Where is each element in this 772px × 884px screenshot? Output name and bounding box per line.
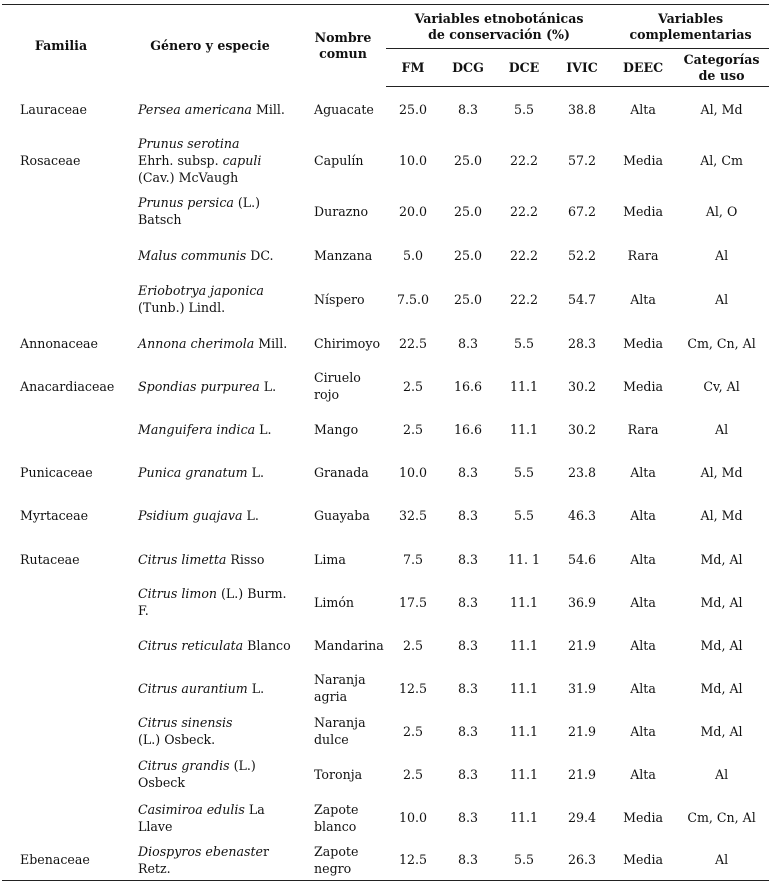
nombre-line2: blanco (314, 818, 357, 834)
species-table (2, 4, 769, 881)
table-row (2, 132, 769, 189)
header-group-etno-line2: de conservación (%) (428, 26, 570, 42)
nombre-line2: negro (314, 860, 352, 876)
nombre-line1: Chirimoyo (314, 335, 381, 351)
cell-categorias: Al (714, 291, 729, 307)
species-author: (L.) Burm. F. (138, 586, 287, 618)
table-row (2, 408, 769, 451)
cell-especie (120, 189, 300, 234)
cell-deec: Alta (630, 723, 656, 739)
header-fm: FM (386, 49, 440, 87)
cell-categorias: Al, Cm (700, 152, 743, 168)
nombre-line2: agria (314, 689, 348, 704)
cell-fm: 2.5 (402, 723, 424, 739)
cell-familia: Ebenaceae (2, 840, 120, 881)
cell-nombre (300, 132, 386, 189)
cell-familia: Anacardiaceae (20, 378, 115, 394)
species-name-italic: Citrus limon (138, 586, 218, 601)
cell-dcg: 16.6 (453, 421, 483, 437)
cell-fm: 2.5 (402, 637, 424, 653)
species-author: L. (242, 508, 259, 523)
cell-dcg: 8.3 (457, 335, 479, 351)
nombre-line1: Ciruelo rojo (314, 370, 361, 402)
cell-especie (120, 494, 300, 538)
cell-dcg: 8.3 (457, 766, 479, 782)
cell-dce: 11. 1 (507, 551, 541, 567)
cell-dce: 11.1 (509, 680, 539, 696)
header-cat-line1: Categorías (683, 51, 760, 67)
cell-categorias: Md, Al (700, 723, 743, 739)
cell-deec: Alta (630, 291, 656, 307)
cell-categorias: Al, O (705, 203, 738, 219)
cell-nombre (300, 667, 386, 710)
cell-dce: 22.2 (509, 152, 539, 168)
species-name-italic: Punica granatum (138, 464, 248, 480)
cell-ivic: 67.2 (568, 203, 597, 219)
cell-categorias: Al (674, 840, 769, 881)
species-name-italic: Citrus reticulata (138, 637, 244, 653)
cell-familia (2, 753, 120, 796)
nombre-line1: Lima (314, 551, 346, 567)
cell-categorias: Md, Al (700, 551, 743, 567)
header-nombre-line2: comun (319, 45, 367, 61)
cell-ivic: 46.3 (568, 508, 597, 523)
cell-categorias: Al, Md (700, 508, 743, 523)
cell-dce: 5.5 (513, 508, 535, 523)
cell-ivic: 30.2 (568, 421, 597, 437)
table-row (2, 365, 769, 408)
nombre-line1: Naranja (314, 715, 366, 730)
cell-especie (120, 87, 300, 132)
cell-dce: 22.2 (509, 291, 539, 307)
cell-ivic: 26.3 (552, 840, 612, 881)
cell-especie (120, 667, 300, 710)
header-dce: DCE (496, 49, 552, 87)
species-author: (L.) Osbeck (138, 758, 256, 790)
species-line2: (Tunb.) Lindl. (138, 300, 226, 315)
header-deec: DEEC (612, 49, 674, 87)
table-row (2, 277, 769, 322)
cell-nombre (300, 234, 386, 277)
cell-familia (2, 796, 120, 840)
cell-deec: Media (623, 152, 664, 168)
cell-categorias: Al (714, 766, 729, 782)
nombre-line1: Limón (314, 594, 355, 610)
species-subsp-italic: capuli (222, 152, 262, 168)
header-group-complementarias (612, 5, 769, 49)
cell-deec: Alta (630, 464, 656, 480)
nombre-line1: Guayaba (314, 508, 370, 523)
cell-dce: 11.1 (509, 723, 539, 739)
cell-nombre (300, 408, 386, 451)
cell-especie (120, 624, 300, 667)
cell-dcg: 8.3 (457, 551, 479, 567)
cell-dce: 5.5 (513, 464, 535, 480)
cell-deec: Alta (630, 508, 656, 523)
cell-fm: 7.5 (402, 551, 424, 567)
cell-familia: Myrtaceae (20, 508, 89, 523)
cell-deec: Alta (630, 551, 656, 567)
species-name-italic: Citrus limetta (138, 551, 227, 567)
cell-dcg: 8.3 (440, 840, 496, 881)
cell-fm: 5.0 (402, 247, 424, 263)
table-row (2, 451, 769, 494)
cell-especie (120, 451, 300, 494)
cell-categorias: Al (714, 247, 729, 263)
cell-nombre (300, 322, 386, 365)
cell-ivic: 38.8 (568, 101, 597, 117)
species-author: L. (247, 680, 265, 696)
cell-fm: 2.5 (402, 766, 424, 782)
cell-nombre (300, 365, 386, 408)
cell-categorias: Al, Md (700, 101, 743, 117)
cell-deec: Media (623, 378, 664, 394)
header-familia: Familia (2, 5, 120, 87)
cell-ivic: 31.9 (568, 680, 597, 696)
nombre-line2: dulce (314, 732, 349, 747)
cell-deec: Alta (630, 594, 656, 610)
header-genero-especie: Género y especie (120, 5, 300, 87)
cell-familia (2, 408, 120, 451)
cell-deec: Alta (630, 680, 656, 696)
species-name-italic: Prunus serotina (138, 135, 240, 151)
cell-ivic: 57.2 (568, 152, 597, 168)
cell-categorias: Md, Al (700, 594, 743, 610)
cell-ivic: 23.8 (568, 464, 597, 480)
cell-dcg: 8.3 (457, 637, 479, 653)
cell-especie (120, 365, 300, 408)
cell-fm: 12.5 (398, 680, 428, 696)
cell-categorias: Md, Al (700, 637, 743, 653)
cell-dce: 11.1 (509, 594, 539, 610)
header-group-etnobotanicas (386, 5, 612, 49)
nombre-line1: Mango (314, 421, 359, 437)
nombre-line1: Zapote (314, 801, 359, 817)
species-name-italic: Psidium guajava (138, 508, 243, 523)
species-author: DC. (246, 247, 274, 263)
table-row (2, 538, 769, 581)
nombre-line1: Naranja (314, 672, 366, 687)
cell-dcg: 16.6 (453, 378, 483, 394)
species-name-italic: Citrus sinensis (138, 715, 233, 730)
cell-familia (2, 667, 120, 710)
cell-familia: Punicaceae (20, 464, 93, 480)
table-row (2, 189, 769, 234)
species-author: L. (255, 421, 272, 437)
cell-categorias: Al (714, 421, 729, 437)
cell-fm: 10.0 (398, 810, 428, 825)
cell-dcg: 8.3 (457, 101, 479, 117)
cell-familia (2, 710, 120, 753)
species-author: Mill. (251, 101, 285, 117)
species-author: Blanco (243, 637, 291, 653)
cell-ivic: 52.2 (568, 247, 597, 263)
species-author: L. (259, 378, 277, 394)
cell-nombre (300, 753, 386, 796)
cell-especie (120, 538, 300, 581)
header-dcg: DCG (440, 49, 496, 87)
cell-dce: 5.5 (513, 101, 535, 117)
species-name-italic: Citrus aurantium (138, 680, 248, 696)
cell-categorias: Al, Md (700, 464, 743, 480)
cell-nombre (300, 624, 386, 667)
species-name-italic: Malus communis (138, 247, 247, 263)
cell-familia (2, 234, 120, 277)
header-group-comp-line1: Variables (658, 10, 724, 26)
cell-categorias: Cm, Cn, Al (687, 810, 756, 825)
cell-dce: 11.1 (509, 766, 539, 782)
cell-dcg: 8.3 (457, 680, 479, 696)
cell-nombre (300, 710, 386, 753)
cell-nombre (300, 87, 386, 132)
cell-dcg: 8.3 (457, 723, 479, 739)
header-nombre-comun (300, 5, 386, 87)
nombre-line1: Zapote (314, 843, 359, 859)
cell-categorias: Md, Al (700, 680, 743, 696)
nombre-line1: Durazno (314, 203, 369, 219)
cell-ivic: 21.9 (568, 637, 597, 653)
cell-nombre (300, 840, 386, 881)
cell-ivic: 28.3 (568, 335, 597, 351)
header-group-etno-line1: Variables etnobotánicas (414, 10, 584, 26)
cell-nombre (300, 277, 386, 322)
cell-deec: Media (612, 840, 674, 881)
cell-familia: Lauraceae (20, 101, 87, 117)
table-row (2, 753, 769, 796)
cell-familia (2, 624, 120, 667)
nombre-line1: Aguacate (314, 101, 374, 117)
cell-deec: Rara (627, 421, 659, 437)
cell-nombre (300, 538, 386, 581)
table-row (2, 624, 769, 667)
cell-nombre (300, 796, 386, 840)
cell-dcg: 8.3 (457, 464, 479, 480)
species-author: (L.) Batsch (138, 195, 261, 227)
species-name-italic: Persea americana (138, 101, 252, 117)
species-line2: (L.) Osbeck. (138, 732, 216, 747)
cell-familia (2, 581, 120, 624)
cell-fm: 10.0 (398, 464, 428, 480)
nombre-line1: Manzana (314, 247, 373, 263)
cell-deec: Media (623, 203, 664, 219)
cell-dcg: 8.3 (457, 508, 479, 523)
species-author: La Llave (138, 801, 265, 834)
cell-especie (120, 710, 300, 753)
cell-dce: 11.1 (509, 810, 539, 825)
species-author: r Retz. (138, 843, 270, 876)
cell-dce: 11.1 (509, 378, 539, 394)
cell-nombre (300, 451, 386, 494)
cell-fm: 2.5 (402, 378, 424, 394)
cell-fm: 2.5 (402, 421, 424, 437)
cell-familia: Rutaceae (20, 551, 80, 567)
header-ivic: IVIC (552, 49, 612, 87)
cell-nombre (300, 494, 386, 538)
cell-especie (120, 796, 300, 840)
cell-especie (120, 132, 300, 189)
table-row (2, 234, 769, 277)
cell-ivic: 54.6 (568, 551, 597, 567)
cell-fm: 7.5.0 (396, 291, 430, 307)
cell-categorias: Cv, Al (703, 378, 740, 394)
cell-deec: Alta (630, 637, 656, 653)
cell-especie (120, 840, 300, 881)
table-row (2, 710, 769, 753)
species-name-italic: Prunus persica (138, 195, 234, 210)
cell-deec: Alta (630, 766, 656, 782)
cell-fm: 22.5 (398, 335, 428, 351)
cell-dcg: 25.0 (453, 291, 483, 307)
cell-fm: 12.5 (386, 840, 440, 881)
table-row (2, 840, 769, 881)
cell-nombre (300, 189, 386, 234)
cell-dcg: 25.0 (453, 203, 483, 219)
species-author: Risso (226, 551, 265, 567)
table-row (2, 796, 769, 840)
cell-categorias: Cm, Cn, Al (687, 335, 756, 351)
species-name-italic: Diospyros ebenaste (138, 843, 263, 859)
header-nombre-line1: Nombre (314, 29, 372, 45)
cell-especie (120, 322, 300, 365)
species-name-italic: Eriobotrya japonica (138, 283, 264, 298)
cell-dcg: 8.3 (457, 810, 479, 825)
cell-fm: 17.5 (398, 594, 428, 610)
table-row (2, 581, 769, 624)
nombre-line1: Mandarina (314, 637, 384, 653)
cell-dce: 22.2 (509, 247, 539, 263)
cell-deec: Alta (630, 101, 656, 117)
cell-especie (120, 234, 300, 277)
header-categorias (674, 49, 769, 87)
cell-ivic: 30.2 (568, 378, 597, 394)
cell-dcg: 25.0 (453, 247, 483, 263)
species-author: Mill. (254, 335, 288, 351)
cell-ivic: 54.7 (568, 291, 597, 307)
cell-especie (120, 277, 300, 322)
cell-dcg: 8.3 (457, 594, 479, 610)
species-name-italic: Spondias purpurea (138, 378, 260, 394)
table-row (2, 322, 769, 365)
cell-especie (120, 753, 300, 796)
species-name-italic: Citrus grandis (138, 758, 230, 773)
species-line2: Ehrh. subsp. (138, 152, 223, 168)
nombre-line1: Capulín (314, 152, 364, 168)
cell-fm: 10.0 (398, 152, 428, 168)
cell-dce: 11.1 (509, 637, 539, 653)
nombre-line1: Níspero (314, 291, 365, 307)
cell-deec: Media (623, 810, 664, 825)
header-cat-line2: de uso (698, 67, 745, 83)
nombre-line1: Granada (314, 464, 369, 480)
cell-dcg: 25.0 (453, 152, 483, 168)
cell-especie (120, 581, 300, 624)
species-line3: (Cav.) McVaugh (138, 169, 239, 185)
cell-deec: Media (623, 335, 664, 351)
cell-nombre (300, 581, 386, 624)
cell-familia (2, 277, 120, 322)
species-name-italic: Casimiroa edulis (138, 801, 245, 817)
cell-dce: 5.5 (496, 840, 552, 881)
nombre-line1: Toronja (314, 766, 363, 782)
cell-fm: 20.0 (398, 203, 428, 219)
cell-dce: 22.2 (509, 203, 539, 219)
species-name-italic: Annona cherimola (138, 335, 255, 351)
species-author: L. (247, 464, 264, 480)
cell-fm: 32.5 (398, 508, 428, 523)
cell-familia: Rosaceae (20, 152, 81, 168)
cell-familia (2, 189, 120, 234)
table-row (2, 494, 769, 538)
table-row (2, 667, 769, 710)
cell-ivic: 21.9 (568, 766, 597, 782)
cell-ivic: 36.9 (568, 594, 597, 610)
cell-dce: 11.1 (509, 421, 539, 437)
table-row (2, 87, 769, 132)
cell-ivic: 29.4 (568, 810, 597, 825)
cell-ivic: 21.9 (568, 723, 597, 739)
cell-dce: 5.5 (513, 335, 535, 351)
cell-deec: Rara (627, 247, 659, 263)
cell-fm: 25.0 (398, 101, 428, 117)
species-name-italic: Manguifera indica (138, 421, 256, 437)
cell-familia: Annonaceae (20, 335, 98, 351)
cell-especie (120, 408, 300, 451)
header-group-comp-line2: complementarias (629, 26, 752, 42)
